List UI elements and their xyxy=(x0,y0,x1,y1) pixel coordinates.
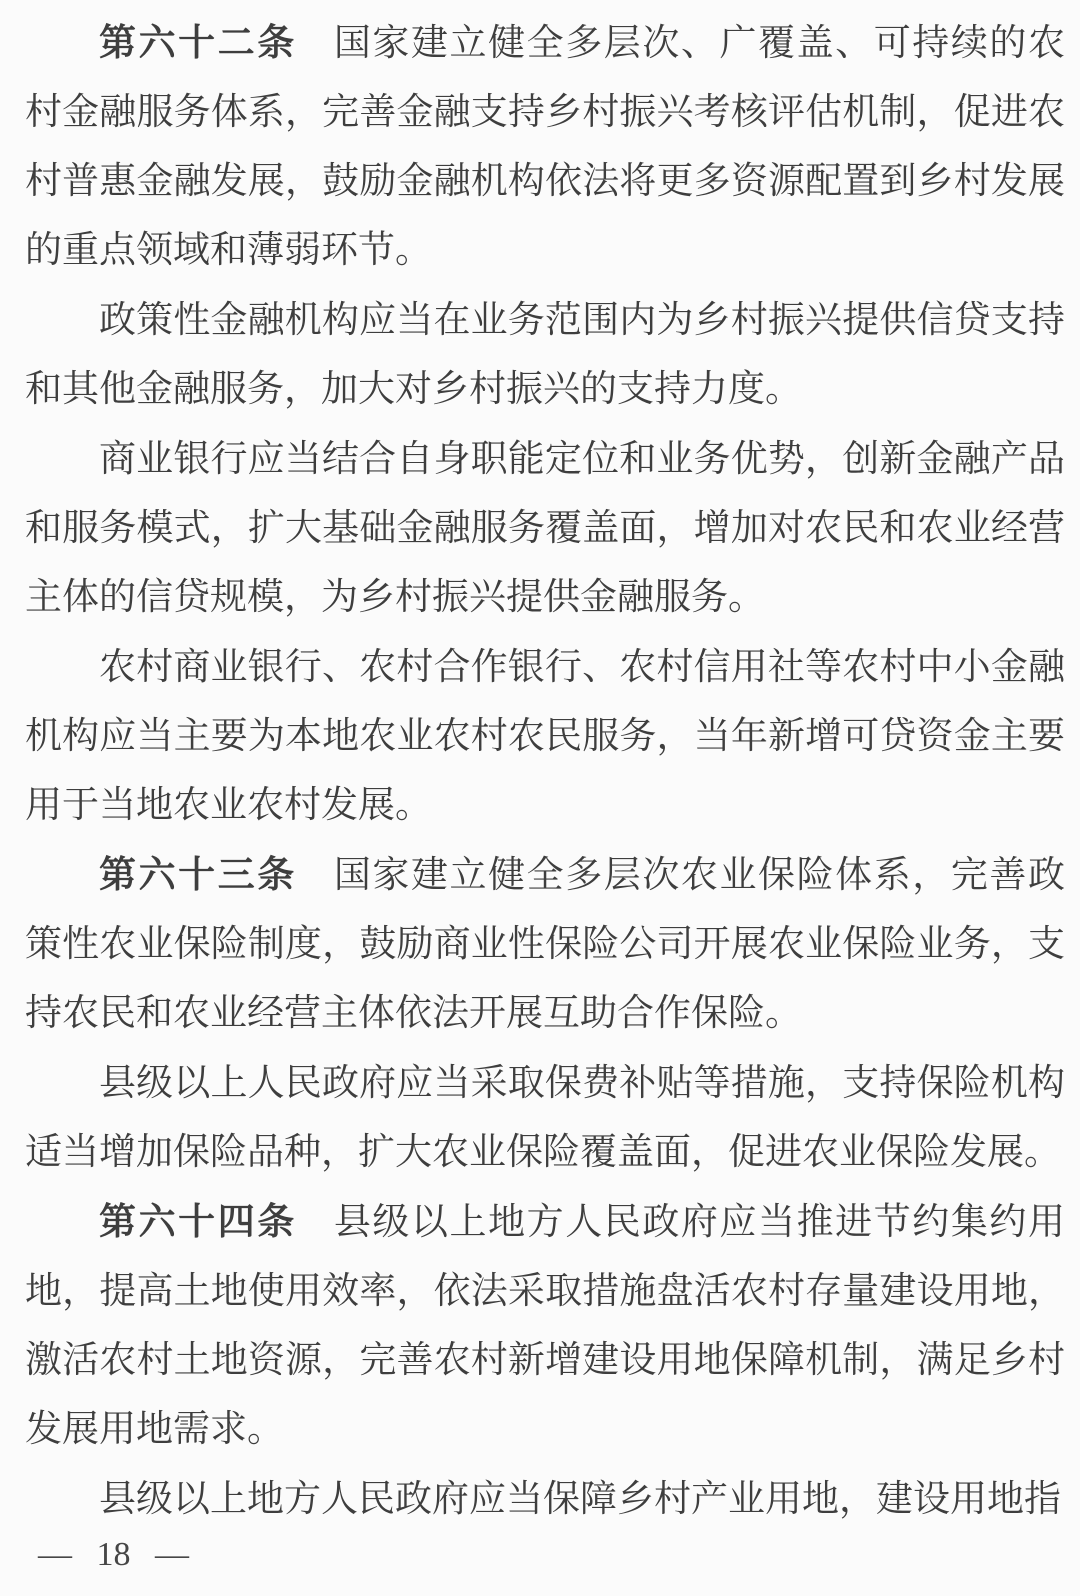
paragraph-text: 农村商业银行、农村合作银行、农村信用社等农村中小金融机构应当主要为本地农业农村农民服务，当年新增可贷资金主要用于当地农业农村发展。 xyxy=(25,647,1065,826)
document-body xyxy=(25,8,1065,1534)
paragraph xyxy=(25,1048,1065,1187)
paragraph-text: 县级以上人民政府应当采取保费补贴等措施，支持保险机构适当增加保险品种，扩大农业保险覆盖面，促进农业保险发展。 xyxy=(25,1063,1065,1173)
article-number: 第六十二条 xyxy=(99,22,297,63)
paragraph xyxy=(25,1187,1065,1464)
article-number: 第六十三条 xyxy=(99,854,297,895)
paragraph xyxy=(25,632,1065,840)
page-number: — 18 — xyxy=(38,1536,189,1573)
paragraph-text: 国家建立健全多层次、广覆盖、可持续的农村金融服务体系，完善金融支持乡村振兴考核评估机制，促进农村普惠金融发展，鼓励金融机构依法将更多资源配置到乡村发展的重点领域和薄弱环节。 xyxy=(25,23,1066,271)
paragraph xyxy=(25,8,1065,285)
paragraph xyxy=(25,285,1065,424)
paragraph-text: 县级以上地方人民政府应当推进节约集约用地，提高土地使用效率，依法采取措施盘活农村存量建设用地，激活农村土地资源，完善农村新增建设用地保障机制，满足乡村发展用地需求。 xyxy=(25,1202,1066,1450)
paragraph-text: 政策性金融机构应当在业务范围内为乡村振兴提供信贷支持和其他金融服务，加大对乡村振兴的支持力度。 xyxy=(25,300,1065,410)
paragraph-text: 商业银行应当结合自身职能定位和业务优势，创新金融产品和服务模式，扩大基础金融服务覆盖面，增加对农民和农业经营主体的信贷规模，为乡村振兴提供金融服务。 xyxy=(25,439,1065,618)
paragraph-text: 县级以上地方人民政府应当保障乡村产业用地，建设用地指 xyxy=(99,1479,1061,1520)
paragraph-text: 国家建立健全多层次农业保险体系，完善政策性农业保险制度，鼓励商业性保险公司开展农业保险业务，支持农民和农业经营主体依法开展互助合作保险。 xyxy=(25,855,1066,1034)
paragraph xyxy=(25,1464,1065,1534)
article-number: 第六十四条 xyxy=(99,1201,297,1242)
paragraph xyxy=(25,424,1065,632)
paragraph xyxy=(25,840,1065,1048)
